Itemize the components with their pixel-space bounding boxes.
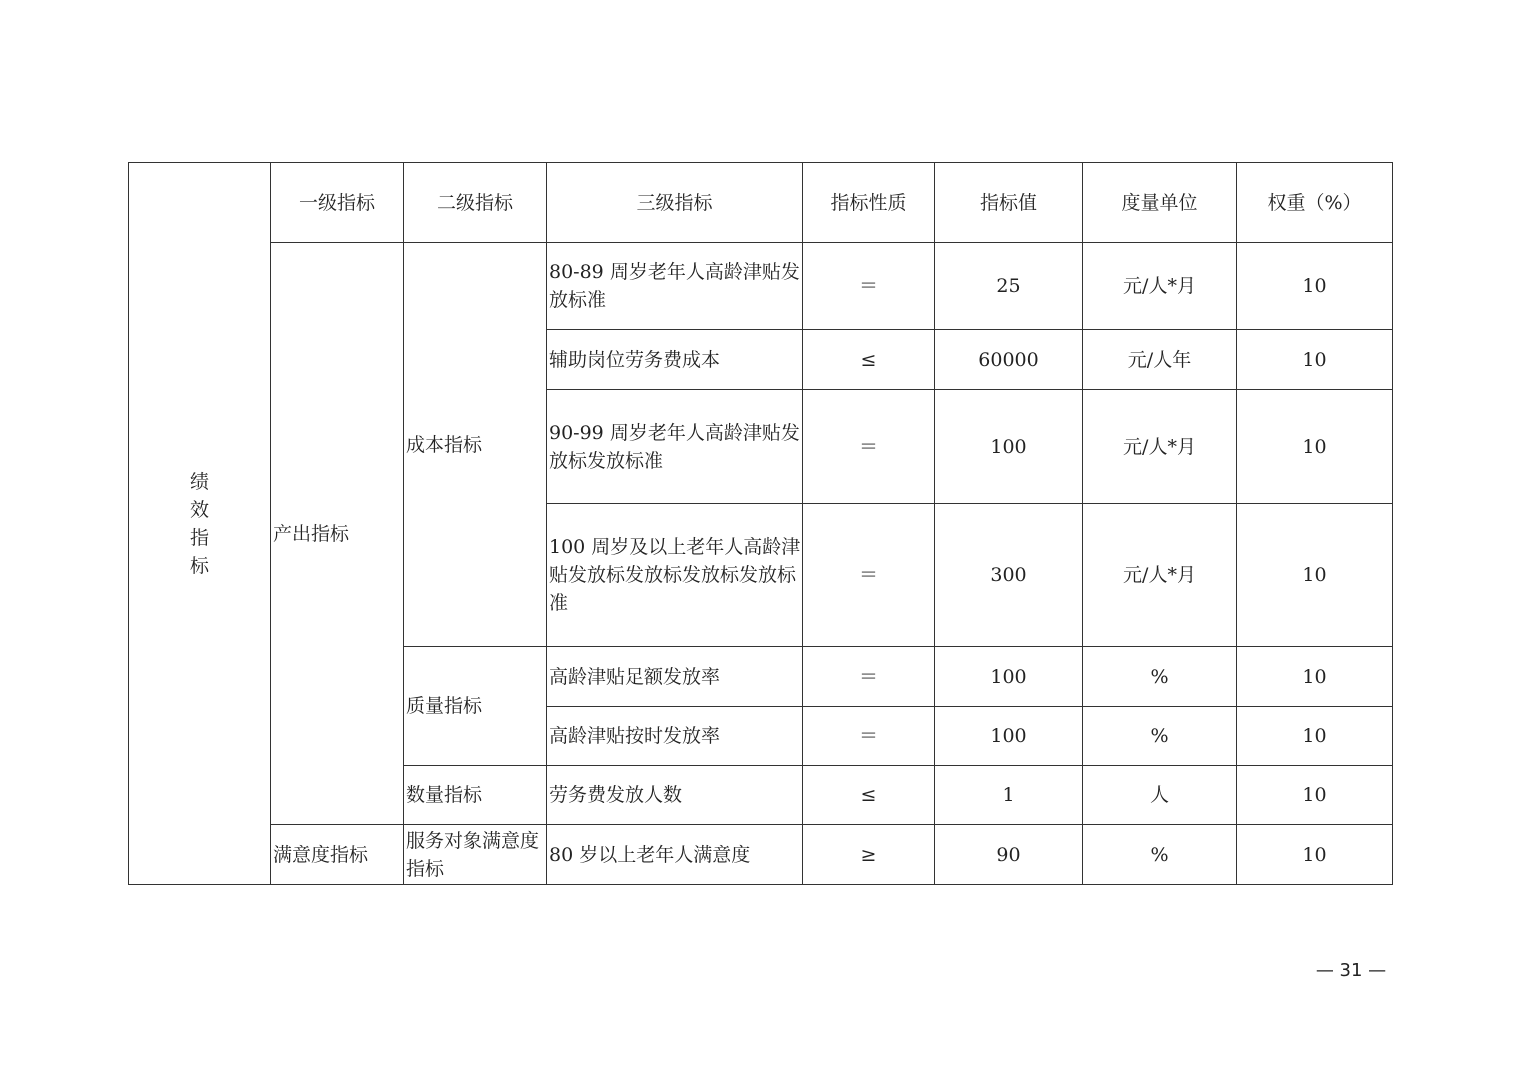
indicator-name: 80-89 周岁老年人高龄津贴发放标准 <box>547 243 803 330</box>
header-nature: 指标性质 <box>803 163 935 243</box>
section-label-char: 标 <box>189 554 209 577</box>
indicator-name: 90-99 周岁老年人高龄津贴发放标发放标准 <box>547 390 803 504</box>
indicator-nature: ＝ <box>803 243 935 330</box>
section-label-cell <box>129 163 271 885</box>
indicator-unit: 元/人*月 <box>1083 504 1237 647</box>
level2-quantity-cell: 数量指标 <box>404 766 547 825</box>
indicator-nature: ≥ <box>803 825 935 885</box>
indicator-name: 高龄津贴足额发放率 <box>547 647 803 707</box>
table-row <box>129 243 1393 330</box>
indicator-value: 60000 <box>935 330 1083 390</box>
indicator-weight: 10 <box>1237 504 1393 647</box>
level1-output-cell: 产出指标 <box>271 243 404 825</box>
level2-quality-cell: 质量指标 <box>404 647 547 766</box>
indicator-unit: 人 <box>1083 766 1237 825</box>
indicator-name: 高龄津贴按时发放率 <box>547 707 803 766</box>
indicator-weight: 10 <box>1237 707 1393 766</box>
indicator-name: 80 岁以上老年人满意度 <box>547 825 803 885</box>
indicator-unit: % <box>1083 647 1237 707</box>
indicator-weight: 10 <box>1237 647 1393 707</box>
page-number: — 31 — <box>1315 960 1387 981</box>
indicator-value: 100 <box>935 707 1083 766</box>
indicator-nature: ＝ <box>803 647 935 707</box>
header-value: 指标值 <box>935 163 1083 243</box>
indicator-unit: % <box>1083 707 1237 766</box>
indicator-weight: 10 <box>1237 390 1393 504</box>
level1-satisfaction-cell: 满意度指标 <box>271 825 404 885</box>
table-row <box>129 825 1393 885</box>
indicator-name: 100 周岁及以上老年人高龄津贴发放标发放标发放标发放标准 <box>547 504 803 647</box>
indicator-unit: 元/人*月 <box>1083 390 1237 504</box>
header-level1: 一级指标 <box>271 163 404 243</box>
indicator-value: 25 <box>935 243 1083 330</box>
section-label-char: 效 <box>189 498 209 521</box>
indicator-nature: ＝ <box>803 707 935 766</box>
indicator-value: 100 <box>935 390 1083 504</box>
header-weight: 权重（%） <box>1237 163 1393 243</box>
performance-indicator-table <box>128 162 1393 885</box>
indicator-weight: 10 <box>1237 825 1393 885</box>
indicator-value: 90 <box>935 825 1083 885</box>
level2-service-cell: 服务对象满意度指标 <box>404 825 547 885</box>
indicator-unit: 元/人年 <box>1083 330 1237 390</box>
header-row <box>129 163 1393 243</box>
indicator-weight: 10 <box>1237 766 1393 825</box>
header-level3: 三级指标 <box>547 163 803 243</box>
header-unit: 度量单位 <box>1083 163 1237 243</box>
indicator-name: 劳务费发放人数 <box>547 766 803 825</box>
indicator-nature: ＝ <box>803 504 935 647</box>
section-label-char: 绩 <box>189 470 209 493</box>
indicator-value: 100 <box>935 647 1083 707</box>
indicator-unit: 元/人*月 <box>1083 243 1237 330</box>
indicator-nature: ≤ <box>803 330 935 390</box>
indicator-value: 300 <box>935 504 1083 647</box>
indicator-unit: % <box>1083 825 1237 885</box>
indicator-nature: ＝ <box>803 390 935 504</box>
indicator-weight: 10 <box>1237 330 1393 390</box>
header-level2: 二级指标 <box>404 163 547 243</box>
indicator-weight: 10 <box>1237 243 1393 330</box>
indicator-name: 辅助岗位劳务费成本 <box>547 330 803 390</box>
indicator-value: 1 <box>935 766 1083 825</box>
level2-cost-cell: 成本指标 <box>404 243 547 647</box>
section-label-char: 指 <box>189 526 209 549</box>
indicator-nature: ≤ <box>803 766 935 825</box>
